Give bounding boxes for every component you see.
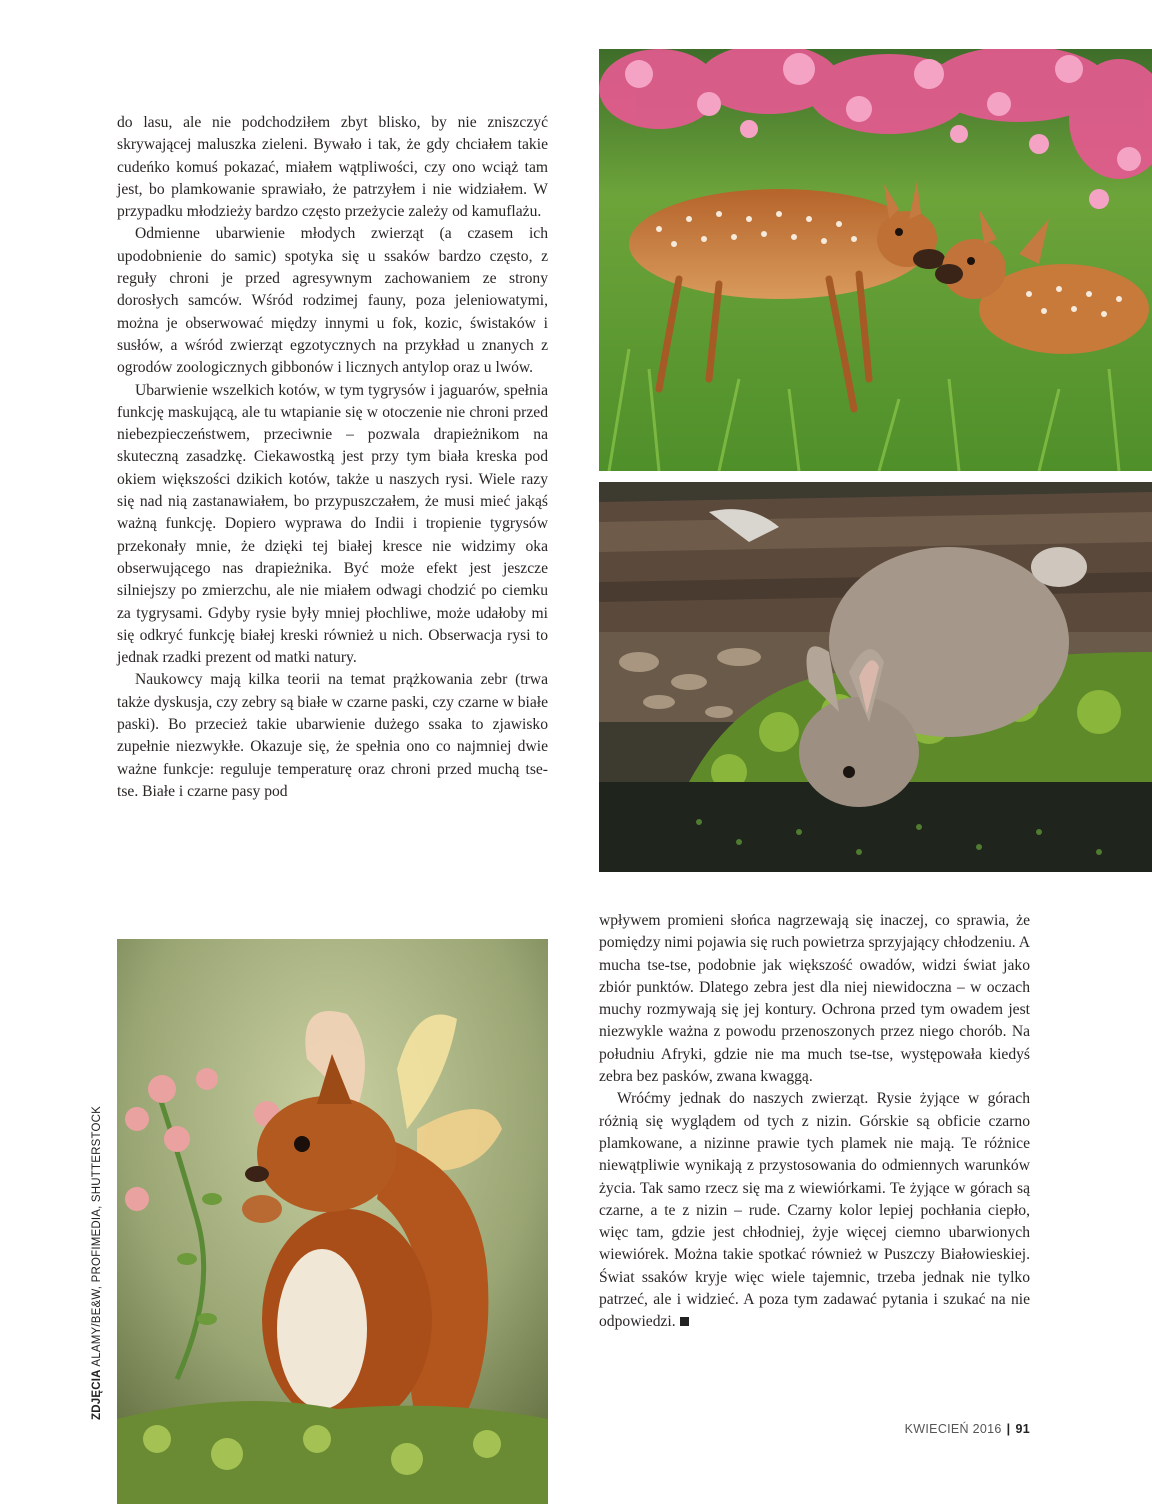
photo-credit — [91, 1106, 103, 1420]
paragraph: Ubarwienie wszelkich kotów, w tym tygrysów i jaguarów, spełnia funkcję maskującą, ale tu wtapianie się w otoczenie nie chroni przed niebezpieczeństwem, przeciwnie – pozwala drapieżnikom na skuteczną zasadzkę. Ciekawostką jest przy tym biała kreska pod okiem większości dzikich kotów, także u naszych rysi. Wiele razy się nad nią zastanawiałem, bo przypuszczałem, że musi mieć jakąś ważną funkcję. Dopiero wyprawa do Indii i tropienie tygrysów przekonały mnie, że dzięki tej białej kresce nie widzimy oka obserwującego nas drapieżnika. Być może efekt jest jeszcze silniejszy po zmierzchu, ale nie miałem odwagi chodzić po ciemku za tygrysami. Gdyby rysie były mniej płochliwe, może udałoby mi się odkryć funkcję białej kreski również u nich. Obserwacja rysi to jednak rzadki prezent od matki natury. — [117, 381, 548, 667]
photo-rabbit — [599, 482, 1152, 872]
photo-fawns — [599, 49, 1152, 471]
squirrel-illustration — [117, 939, 548, 1504]
paragraph: wpływem promieni słońca nagrzewają się inaczej, co sprawia, że pomiędzy nimi pojawia się ruch powietrza sprzyjający chłodzeniu. A mucha tse-tse, podobnie jak większość owadów, widzi świat jako zbiór punktów. Dlatego zebra jest dla niej niewidoczna – w oczach muchy rozmywają się jej kontury. Ochrona przed tym owadem jest niezwykle ważna z powodu przenoszonych przez niego chorób. Na południu Afryki, gdzie nie ma much tse-tse, występowała kiedyś zebra bez pasków, zwana kwaggą. — [599, 912, 1030, 1086]
page-folio — [905, 1422, 1030, 1436]
article-column-right — [599, 910, 1030, 1334]
article-column-left — [117, 112, 548, 803]
paragraph: Naukowcy mają kilka teorii na temat prążkowania zebr (trwa także dyskusja, czy zebry są białe w czarne paski, czy czarne w białe paski). Bo przecież takie ubarwienie dużego ssaka to zjawisko zupełnie niezwykłe. Okazuje się, że spełnia ono co najmniej dwie ważne funkcje: reguluje temperaturę oraz chroni przed muchą tse-tse. Białe i czarne pasy pod — [117, 671, 548, 800]
rabbit-illustration — [599, 482, 1152, 872]
page-number: 91 — [1015, 1422, 1030, 1436]
fawns-illustration — [599, 49, 1152, 471]
paragraph-text: Wróćmy jednak do naszych zwierząt. Rysie żyjące w górach różnią się wyglądem od tych z nizin. Górskie są obficie czarno plamkowane, a nizinne prawie tych plamek nie mają. Te różnice niewątpliwie wynikają z przystosowania do odmiennych warunków życia. Tak samo rzecz się ma z wiewiórkami. Te żyjące w górach są czarne, a te z nizin – rude. Czarny kolor lepiej pochłania ciepło, więc tam, gdzie jest chłodniej, żyje więcej ciemno ubarwionych wiewiórek. Można takie spotkać również w Puszczy Białowieskiej. Świat ssaków kryje więc wiele tajemnic, trzeba jednak nie tylko patrzeć, ale i widzieć. A poza tym zadawać pytania i szukać na nie odpowiedzi. — [599, 1090, 1030, 1331]
photo-squirrel — [117, 939, 548, 1504]
end-mark-icon — [680, 1317, 689, 1326]
paragraph: Odmienne ubarwienie młodych zwierząt (a czasem ich upodobnienie do samic) spotyka się u ssaków bardzo często, z reguły chroni je przed agresywnym zachowaniem ze strony dorosłych samców. Wśród rodzimej fauny, poza jeleniowatymi, można je obserwować między innymi u fok, kozic, świstaków i susłów, a wśród zwierząt egzotycznych na przykład u znanych z ogrodów zoologicznych gibbonów i licznych antylop oraz u lwów. — [117, 225, 548, 377]
paragraph: do lasu, ale nie podchodziłem zbyt blisko, by nie zniszczyć skrywającej maluszka zieleni. Bywało i tak, że gdy chciałem takie cudeńko komuś pokazać, miałem wątpliwości, czy ono wciąż tam jest, bo plamkowanie sprawiało, że patrzyłem i nie widziałem. W przypadku młodzieży bardzo często przeżycie zależy od kamuflażu. — [117, 114, 548, 221]
paragraph — [599, 1088, 1030, 1333]
issue-date: KWIECIEŃ 2016 — [904, 1422, 1002, 1436]
photo-credit-label: ZDJĘCIA — [91, 1369, 103, 1420]
folio-separator: | — [1006, 1422, 1011, 1436]
photo-credit-sources: ALAMY/BE&W, PROFIMEDIA, SHUTTERSTOCK — [91, 1105, 103, 1367]
